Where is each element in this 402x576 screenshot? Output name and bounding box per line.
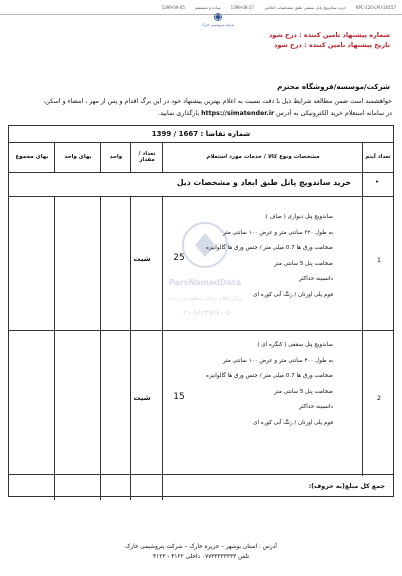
item-description: ساندویچ پنل دیواری ( صاف ) به طول ۳۲۰ سانتی متر و عرض ۱۰۰ سانتی متر ضخامت ورق ها 0.7 میلی متر / جنس ورق ها گالوانیزه ضخامت پنل 5 سانتی متر دانسیته حداکثر فوم پلی اورتان / رنگ آبی کوره ای <box>206 214 333 298</box>
svg-text:شرکت پتروشیمی خارک: شرکت پتروشیمی خارک <box>202 23 234 27</box>
header-cell: خرید ساندویچ پانل سقفی طبق مشخصات اعلامی <box>263 4 346 10</box>
section-row <box>9 172 393 197</box>
header-cell: ساده و مستقیم <box>194 4 221 10</box>
header-unit: واحد <box>100 142 131 172</box>
company-logo <box>198 12 238 28</box>
header-cell: 1399-09-05 <box>161 4 185 10</box>
proposal-number-line: شماره پیشنهاد تامین کننده : درج شود <box>268 31 390 39</box>
item-unit: شیت <box>133 255 151 263</box>
svg-text:مرکز اطلاع رسانی مناقصه و مزای: مرکز اطلاع رسانی مناقصه و مزایده <box>167 296 243 302</box>
request-number: شماره تقاضا : 1667 / 1399 <box>9 126 393 143</box>
proposal-date-line: تاریخ پیشنهاد تامین کننده : درج شود <box>273 41 390 49</box>
total-amount-label: جمع کل مبلغ(به حروف): <box>308 482 385 490</box>
svg-text:ParsNamadData: ParsNamadData <box>168 278 242 287</box>
header-cell: KPC-120-LPU-20157 <box>355 4 396 10</box>
item-quantity: 25 <box>173 253 185 263</box>
row-number: 2 <box>376 394 381 402</box>
section-bullet: • <box>374 178 379 186</box>
item-description: ساندویچ پنل سقفی ( کنگره ای ) به طول ۴۰۰ سانتی متر و عرض ۱۰۰ سانتی متر ضخامت ورق ها 0.7 میلی متر / جنس ورق ها گالوانیزه ضخامت پنل 5 سانتی متر دانسیته حداکثر فوم پلی اورتان / رنگ آبی کوره ای <box>206 342 333 426</box>
section-title: خرید ساندویچ پانل طبق ابعاد و مشخصات ذیل <box>176 178 351 187</box>
table-row <box>9 330 393 475</box>
footer-phone: تلفن ۰۷۷۳۳۳۳۳۳۳۳ داخلی ۴۱۲۲ - ۴۱۲۳ <box>153 554 249 560</box>
header-cell: 1399-08-27 <box>230 4 254 10</box>
tender-url-link[interactable]: https://simatender.ir <box>201 110 275 117</box>
svg-text:۰۲۱-۸۸۳۴۹۶۷۰-۵: ۰۲۱-۸۸۳۴۹۶۷۰-۵ <box>179 309 231 317</box>
row-number: 1 <box>376 256 381 264</box>
header-spec: مشخصات ونوع کالا / خدمات مورد استعلام <box>162 142 363 172</box>
item-unit: شیت <box>133 394 151 402</box>
header-total-price: بهای مجموع <box>15 154 49 160</box>
table-header <box>9 142 393 173</box>
header-item-no: تعداد آیتم <box>362 142 393 172</box>
intro-line-1: خواهشمند است ضمن مطالعه شرایط ذیل با دقت نسبت به اعلام بهترین پیشنهاد خود در این برگ اقدام و پس از مهر ، امضاء و اسکن، <box>43 98 392 105</box>
intro-text <box>10 96 392 120</box>
table-row <box>9 196 393 331</box>
header-unit-price: بهای واحد <box>54 142 101 172</box>
footer <box>0 542 402 562</box>
supplier-proposal-lines <box>269 30 390 50</box>
footer-address: آدرس : استان بوشهر – جزیره خارک – شرکت پتروشیمی خارک <box>125 544 277 550</box>
header-qty: تعداد / مقدار <box>130 142 163 172</box>
greeting: شرکت/موسسه/فروشگاه محترم <box>277 82 390 91</box>
total-amount-row <box>9 476 393 496</box>
item-quantity: 15 <box>173 392 185 402</box>
intro-line-2: در سامانه استعلام خرید الکترونیکی به آدرس https://simatender.ir بارگذاری نمایید. <box>158 110 392 117</box>
inquiry-table <box>8 125 394 497</box>
